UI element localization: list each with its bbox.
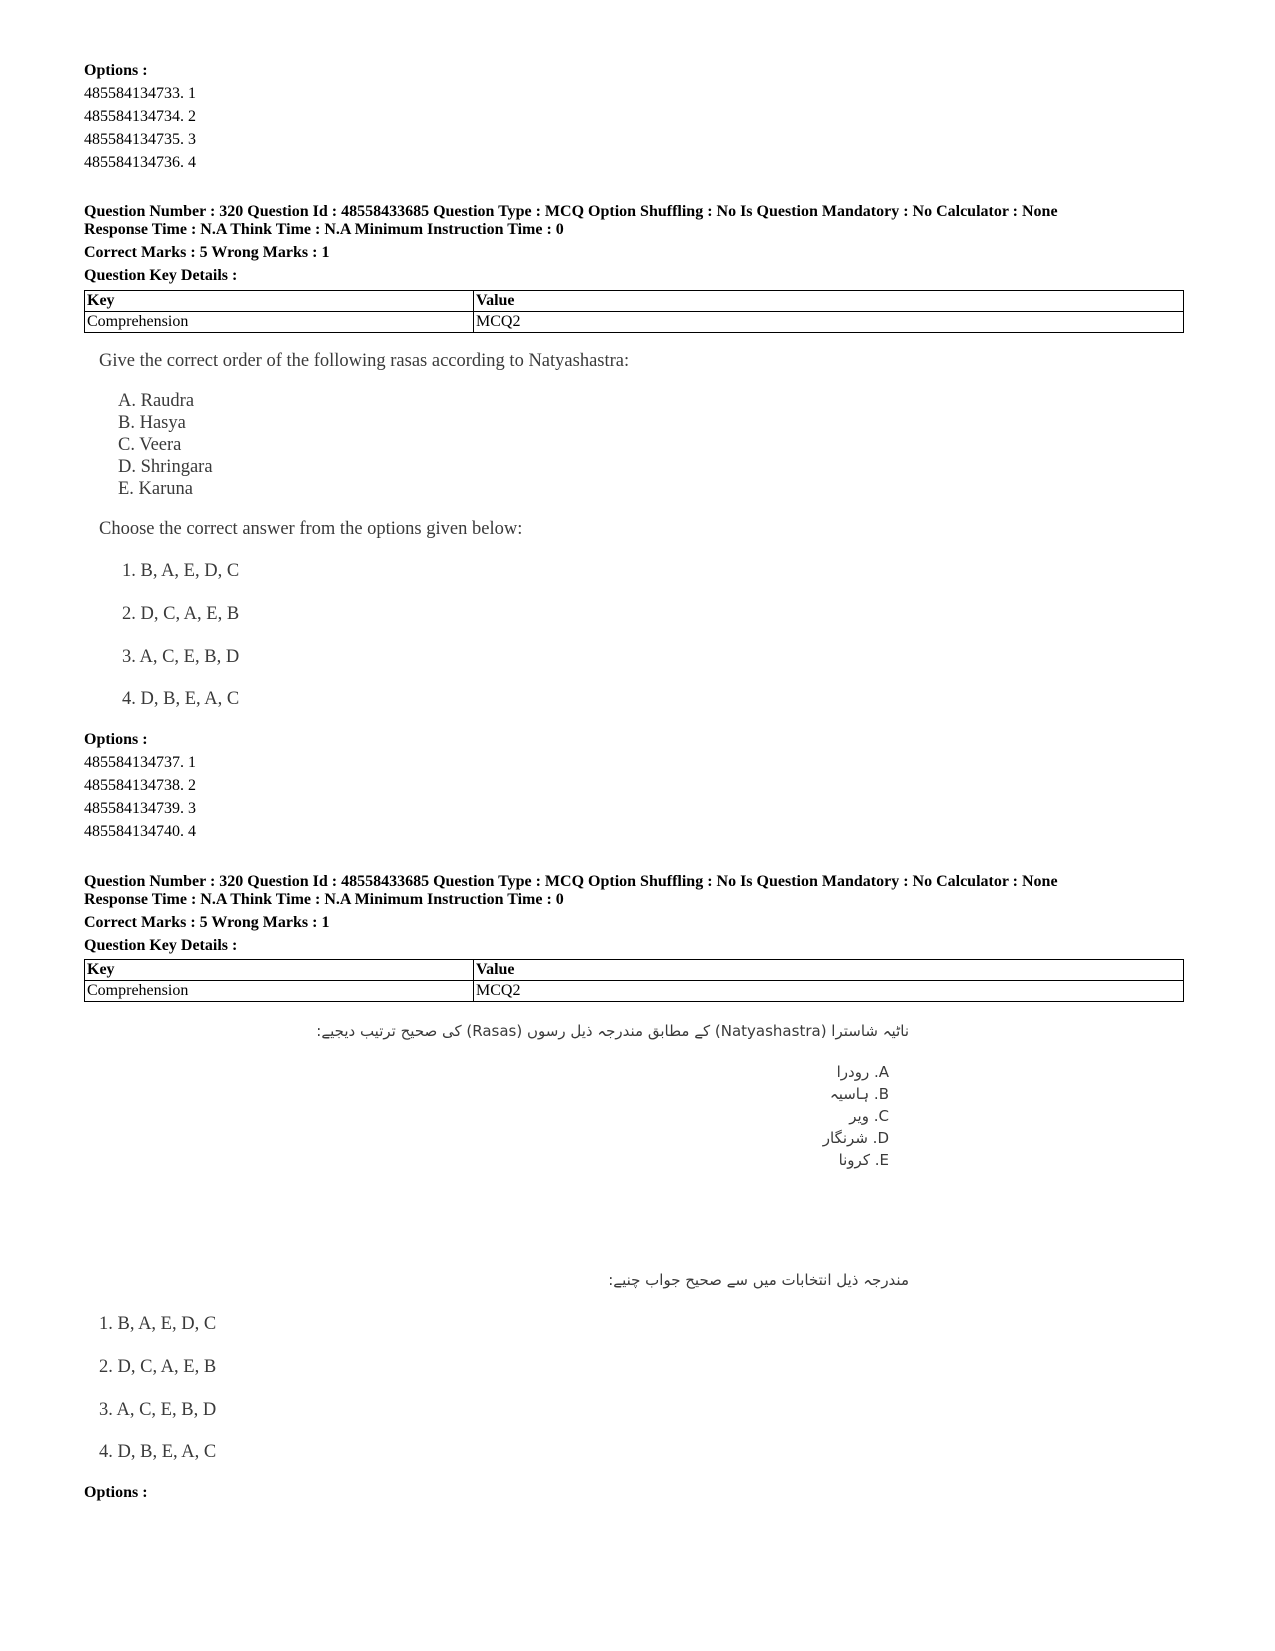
answer-choice: 4. D, B, E, A, C (122, 689, 240, 709)
answer-choice: 2. D, C, A, E, B (99, 1357, 217, 1377)
options-heading: Options : (84, 62, 148, 79)
list-item: C. Veera (118, 435, 182, 455)
question-meta-line: Response Time : N.A Think Time : N.A Minimum Instruction Time : 0 (84, 891, 564, 908)
list-item-urdu: C. ویر (849, 1107, 889, 1125)
list-item-urdu: B. ہاسیہ (829, 1085, 889, 1103)
question-key-details-label: Question Key Details : (84, 937, 238, 954)
list-item: E. Karuna (118, 479, 193, 499)
table-header-value: Value (474, 291, 1184, 312)
question-marks: Correct Marks : 5 Wrong Marks : 1 (84, 914, 330, 931)
answer-choice: 4. D, B, E, A, C (99, 1442, 217, 1462)
answer-choice: 3. A, C, E, B, D (122, 647, 240, 667)
question-key-table (84, 959, 1184, 1002)
table-cell-value: MCQ2 (474, 312, 1184, 333)
list-item: D. Shringara (118, 457, 213, 477)
option-line: 485584134736. 4 (84, 154, 196, 171)
option-line: 485584134733. 1 (84, 85, 196, 102)
list-item-urdu: A. رودرا (836, 1063, 889, 1081)
option-line: 485584134737. 1 (84, 754, 196, 771)
table-cell-key: Comprehension (85, 981, 474, 1002)
options-heading: Options : (84, 1484, 148, 1501)
option-line: 485584134740. 4 (84, 823, 196, 840)
choose-instruction-urdu: مندرجہ ذیل انتخابات میں سے صحیح جواب چنیے: (608, 1271, 909, 1289)
list-item-urdu: E. کرونا (838, 1151, 889, 1169)
list-item: B. Hasya (118, 413, 186, 433)
answer-choice: 1. B, A, E, D, C (122, 561, 240, 581)
table-header-key: Key (85, 960, 474, 981)
table-cell-key: Comprehension (85, 312, 474, 333)
option-line: 485584134738. 2 (84, 777, 196, 794)
choose-instruction: Choose the correct answer from the options given below: (99, 519, 523, 539)
question-prompt: Give the correct order of the following rasas according to Natyashastra: (99, 351, 630, 371)
table-header-value: Value (474, 960, 1184, 981)
table-cell-value: MCQ2 (474, 981, 1184, 1002)
question-marks: Correct Marks : 5 Wrong Marks : 1 (84, 244, 330, 261)
option-line: 485584134735. 3 (84, 131, 196, 148)
list-item-urdu: D. شرنگار (822, 1129, 889, 1147)
table-header-key: Key (85, 291, 474, 312)
option-line: 485584134734. 2 (84, 108, 196, 125)
option-line: 485584134739. 3 (84, 800, 196, 817)
answer-choice: 3. A, C, E, B, D (99, 1400, 217, 1420)
answer-choice: 2. D, C, A, E, B (122, 604, 240, 624)
question-meta-line: Question Number : 320 Question Id : 48558433685 Question Type : MCQ Option Shuffling : No Is Question Mandatory : No Calculator : None (84, 873, 1058, 890)
answer-choice: 1. B, A, E, D, C (99, 1314, 217, 1334)
list-item: A. Raudra (118, 391, 195, 411)
question-key-table (84, 290, 1184, 333)
question-meta-line: Response Time : N.A Think Time : N.A Minimum Instruction Time : 0 (84, 221, 564, 238)
question-key-details-label: Question Key Details : (84, 267, 238, 284)
question-meta-line: Question Number : 320 Question Id : 48558433685 Question Type : MCQ Option Shuffling : No Is Question Mandatory : No Calculator : None (84, 203, 1058, 220)
options-heading: Options : (84, 731, 148, 748)
question-prompt-urdu: ناٹیہ شاسترا (Natyashastra) کے مطابق مندرجہ ذیل رسوں (Rasas) کی صحیح ترتیب دیجیے: (316, 1022, 909, 1040)
